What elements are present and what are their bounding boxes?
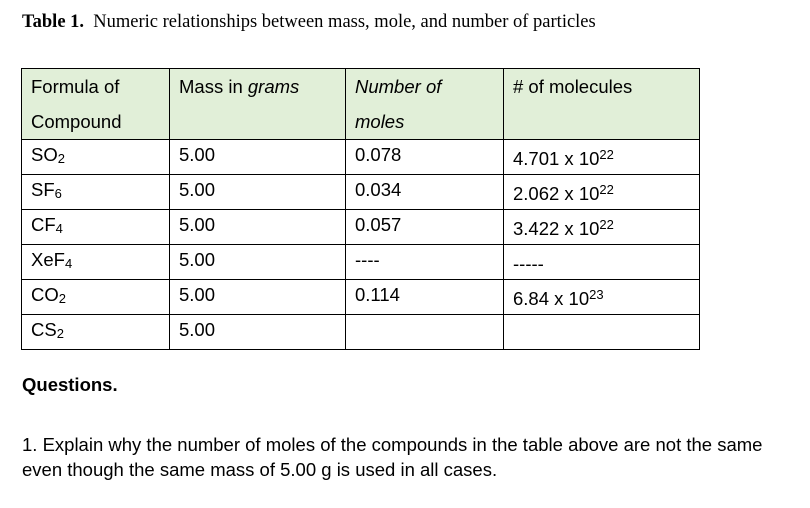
formula-text: CF <box>31 214 56 235</box>
formula-subscript: 6 <box>54 186 62 201</box>
molecules-exponent: 23 <box>589 287 604 302</box>
formula-text: XeF <box>31 249 65 270</box>
header-moles-line1: Number of <box>355 76 442 97</box>
header-molecules-label: # of molecules <box>513 76 633 97</box>
header-mass <box>170 69 346 140</box>
molecules-base: ----- <box>513 253 544 274</box>
header-mass-prefix: Mass in <box>179 76 248 97</box>
formula-cell <box>22 315 170 350</box>
header-formula <box>22 69 170 140</box>
molecules-base: 2.062 x 10 <box>513 183 600 204</box>
formula-text: CS <box>31 319 57 340</box>
molecules-cell <box>504 210 700 245</box>
header-moles <box>346 69 504 140</box>
mass-cell: 5.00 <box>170 280 346 315</box>
molecules-exponent: 22 <box>599 147 614 162</box>
questions-heading: Questions. <box>22 374 118 395</box>
formula-subscript: 4 <box>55 221 63 236</box>
table-caption-label: Table 1. <box>22 12 85 32</box>
formula-subscript: 2 <box>57 151 65 166</box>
moles-cell: 0.034 <box>346 175 504 210</box>
mass-cell: 5.00 <box>170 175 346 210</box>
molecules-cell <box>504 315 700 350</box>
formula-cell <box>22 245 170 280</box>
header-formula-line1: Formula of <box>31 76 120 97</box>
mass-cell: 5.00 <box>170 140 346 175</box>
formula-cell <box>22 210 170 245</box>
header-mass-unit: grams <box>247 76 300 97</box>
molecules-base: 3.422 x 10 <box>513 218 600 239</box>
mass-cell: 5.00 <box>170 245 346 280</box>
table-row <box>22 175 700 210</box>
formula-text: SO <box>31 144 58 165</box>
table-row <box>22 210 700 245</box>
mass-cell: 5.00 <box>170 315 346 350</box>
formula-subscript: 2 <box>58 291 66 306</box>
molecules-cell <box>504 245 700 280</box>
formula-cell <box>22 175 170 210</box>
mass-cell: 5.00 <box>170 210 346 245</box>
table-caption <box>22 12 596 33</box>
moles-cell: 0.057 <box>346 210 504 245</box>
moles-cell: 0.114 <box>346 280 504 315</box>
moles-cell <box>346 315 504 350</box>
table-row <box>22 280 700 315</box>
formula-subscript: 2 <box>56 326 64 341</box>
table-caption-text: Numeric relationships between mass, mole, and number of particles <box>93 12 596 32</box>
molecules-base: 6.84 x 10 <box>513 288 590 309</box>
molecules-cell <box>504 175 700 210</box>
molecules-base: 4.701 x 10 <box>513 148 600 169</box>
molecules-exponent: 22 <box>599 217 614 232</box>
molecules-cell <box>504 140 700 175</box>
formula-text: SF <box>31 179 55 200</box>
moles-cell: ---- <box>346 245 504 280</box>
table-header-row <box>22 69 700 140</box>
formula-cell <box>22 140 170 175</box>
question-1: 1. Explain why the number of moles of the compounds in the table above are not the same even though the same mass of 5.00 g is used in all cases. <box>22 434 763 480</box>
table-row <box>22 245 700 280</box>
table-row <box>22 140 700 175</box>
header-formula-line2: Compound <box>31 111 122 132</box>
formula-cell <box>22 280 170 315</box>
molecules-cell <box>504 280 700 315</box>
header-moles-line2: moles <box>355 111 405 132</box>
header-molecules <box>504 69 700 140</box>
data-table <box>21 68 700 350</box>
moles-cell: 0.078 <box>346 140 504 175</box>
formula-subscript: 4 <box>64 256 73 271</box>
table-row <box>22 315 700 350</box>
molecules-exponent: 22 <box>599 182 614 197</box>
formula-text: CO <box>31 284 59 305</box>
